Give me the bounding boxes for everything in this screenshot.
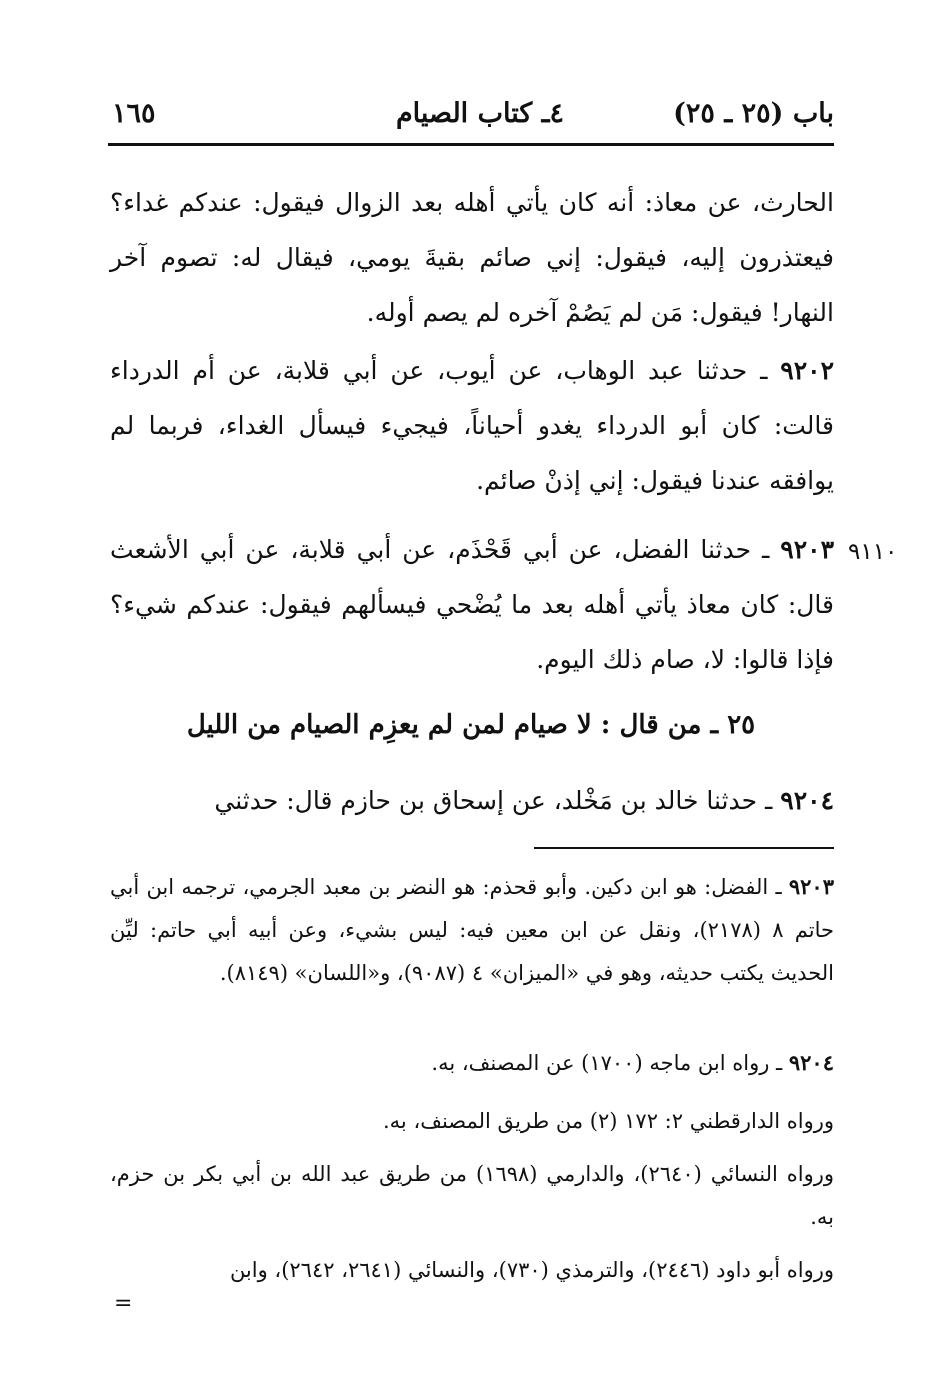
hadith-paragraph-9202 — [110, 343, 834, 508]
footnote-number: ٩٢٠٣ — [788, 874, 834, 899]
footnote-9204 — [110, 1041, 834, 1085]
footnote-text: ورواه أبو داود (٢٤٤٦)، والترمذي (٧٣٠)، والنسائي (٢٦٤١، ٢٦٤٢)، وابن — [229, 1258, 834, 1282]
footnote-line — [110, 1248, 834, 1292]
footnote-number: ٩٢٠٤ — [788, 1050, 834, 1075]
footnote-text: ـ الفضل: هو ابن دكين. وأبو قحذم: هو النضر بن معبد الجرمي، ترجمه ابن أبي حاتم ٨ (٢١٧٨)، ونقل عن ابن معين فيه: ليس بشيء، وعن أبيه أبي حاتم: ليِّن الحديث يكتب حديثه، وهو في «الميزان» ٤ (٩٠٨٧)، و«اللسان» (٨١٤٩). — [110, 875, 834, 985]
paragraph-text: ـ حدثنا خالد بن مَخْلد، عن إسحاق بن حازم قال: حدثني — [214, 786, 781, 815]
page-number: ١٦٥ — [112, 98, 156, 129]
continuation-mark: = — [114, 1291, 133, 1316]
footnote-9203 — [110, 865, 834, 995]
footnote-text: ورواه الدارقطني ٢: ١٧٢ (٢) من طريق المصنف، به. — [382, 1109, 834, 1133]
hadith-paragraph-continued — [110, 175, 834, 340]
hadith-paragraph-9204 — [110, 773, 834, 828]
hadith-paragraph-9203 — [110, 522, 834, 687]
paragraph-text: الحارث، عن معاذ: أنه كان يأتي أهله بعد الزوال فيقول: عندكم غداء؟ فيعتذرون إليه، فيقول: إني صائم بقيةَ يومي، فيقال له: تصوم آخر النهار! فيقول: مَن لم يَصُمْ آخره لم يصم أوله. — [110, 188, 834, 327]
running-header-chapter: باب (٢٥ ـ ٢٥) — [673, 98, 834, 129]
hadith-number: ٩٢٠٢ — [780, 356, 834, 385]
footnote-line — [110, 1099, 834, 1143]
paragraph-text: ـ حدثنا الفضل، عن أبي قَحْذَم، عن أبي قلابة، عن أبي الأشعث قال: كان معاذ يأتي أهله بعد ما يُضْحي فيسألهم فيقول: عندكم شيء؟ فإذا قالوا: لا، صام ذلك اليوم. — [110, 535, 834, 674]
header-rule — [108, 143, 834, 146]
hadith-number: ٩٢٠٣ — [780, 535, 834, 564]
footnote-text: ورواه النسائي (٢٦٤٠)، والدارمي (١٦٩٨) من طريق عبد الله بن أبي بكر بن حزم، به. — [110, 1162, 835, 1229]
hadith-number: ٩٢٠٤ — [780, 786, 834, 815]
footnote-line — [110, 1152, 834, 1239]
running-header-book-title: ٤ـ كتاب الصيام — [395, 98, 565, 129]
footnote-text: ـ رواه ابن ماجه (١٧٠٠) عن المصنف، به. — [431, 1051, 789, 1075]
paragraph-text: ـ حدثنا عبد الوهاب، عن أيوب، عن أبي قلابة، عن أم الدرداء قالت: كان أبو الدرداء يغدو أحياناً، فيجيء فيسأل الغداء، فربما لم يوافقه عندنا فيقول: إني إذنْ صائم. — [110, 356, 834, 495]
footnote-separator — [534, 847, 834, 849]
chapter-heading: ٢٥ ـ من قال : لا صيام لمن لم يعزِم الصيام من الليل — [186, 710, 756, 740]
margin-reference-number: ٩١١٠ — [848, 539, 898, 565]
